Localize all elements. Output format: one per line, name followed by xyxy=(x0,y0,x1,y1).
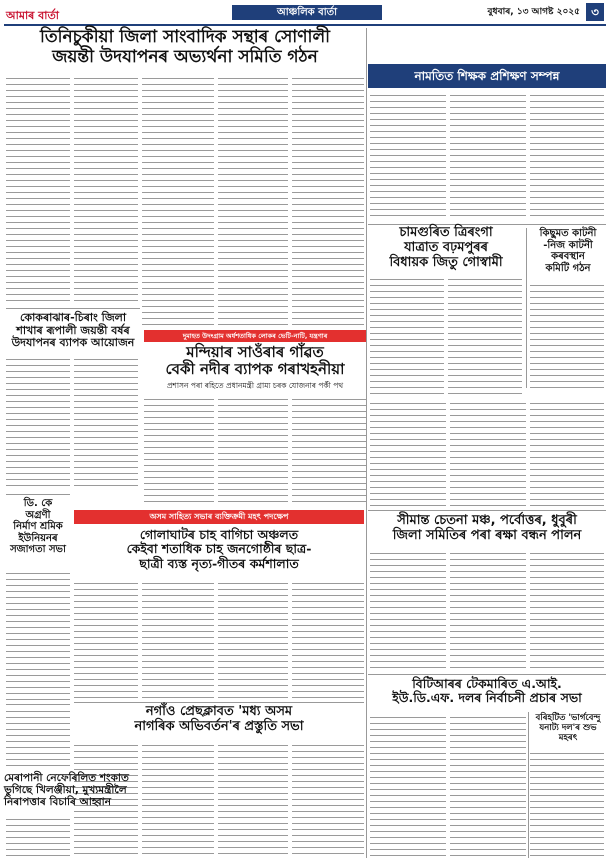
date-text: বুধবাৰ, ১৩ আগষ্ট ২০২৫ xyxy=(487,7,580,17)
a7-body-col1 xyxy=(370,550,446,672)
a9-headline-line2: কেইবা শতাধিক চাহ জনগোষ্ঠীৰ ছাত্ৰ- xyxy=(126,541,312,557)
a8-headline xyxy=(6,498,70,556)
a7-body-col2 xyxy=(450,550,526,672)
section-banner xyxy=(232,5,382,20)
a8-headline-line3: নিৰ্মাণ শ্ৰমিক xyxy=(13,521,63,532)
a8-body xyxy=(6,570,70,700)
a4-left-rule xyxy=(526,228,527,388)
page-number-box xyxy=(586,3,604,21)
a1-body-col1 xyxy=(6,75,70,303)
a5-kicker-box xyxy=(144,330,366,342)
a5-headline-line1: মন্দিয়াৰ সাওঁৰাৰ গাঁৱত xyxy=(186,343,324,361)
a2-headline-box xyxy=(368,64,606,88)
a11-headline-line3: নিৰাপত্তাৰ বিচাৰি আহ্বান xyxy=(4,796,111,809)
a5-body-col3 xyxy=(292,396,366,506)
a9-headline xyxy=(74,528,364,571)
a2-body-col2 xyxy=(450,92,526,220)
a10-headline-line2: নাগৰিক অভিবৰ্তন'ৰ প্ৰস্তুতি সভা xyxy=(134,718,304,734)
a6-body-col1 xyxy=(6,356,70,488)
a6-body-col2 xyxy=(74,356,138,488)
a7-top-rule xyxy=(368,510,606,511)
a10-top-rule xyxy=(74,702,364,703)
a4-body xyxy=(530,282,604,392)
a8-headline-line5: সজাগতা সভা xyxy=(10,544,66,555)
a9-body-col3 xyxy=(218,580,288,698)
masthead-logo xyxy=(6,4,86,21)
a7-headline-line2: জিলা সমিতিৰ পৰা ৰক্ষা বন্ধন পালন xyxy=(392,527,582,543)
a5-body-col2 xyxy=(218,396,288,506)
a9-body-col4 xyxy=(292,580,364,698)
a7-body-col3 xyxy=(530,550,604,672)
a5-body-col1 xyxy=(144,396,214,506)
a5-body-col4 xyxy=(370,400,446,506)
a4-headline-line1: কিছুমত কাটনী xyxy=(539,228,597,239)
a8-top-rule xyxy=(6,494,70,495)
a8-headline-line2: অগ্ৰণী xyxy=(25,509,51,521)
a6-headline-line1: কোকৰাঝাৰ-চিৰাং জিলা xyxy=(19,311,127,324)
a9-headline-line3: ছাত্ৰী ব্যস্ত নৃত্য-গীতৰ কৰ্মশালাত xyxy=(139,555,299,571)
date-line xyxy=(440,4,580,20)
a11-headline-line2: ভুগিছে খিলঞ্জীয়া, মুখ্যমন্ত্ৰীলৈ xyxy=(4,784,127,797)
a12-top-rule xyxy=(368,674,606,675)
a5-subhead xyxy=(144,382,366,391)
a5-body-col5 xyxy=(450,400,526,506)
a13-body xyxy=(530,750,604,858)
page-number: ৩ xyxy=(591,5,599,19)
a6-headline xyxy=(6,312,140,350)
a10-body-col3 xyxy=(218,742,288,858)
a3-headline-line3: বিধায়ক জিতু গোস্বামী xyxy=(389,254,503,270)
a11-body-bottom xyxy=(6,816,70,858)
section-label: আঞ্চলিক বাৰ্তা xyxy=(276,7,338,18)
a13-headline-line1: বৰিহটিত 'ভাৰ্গবেন্দু xyxy=(535,713,601,723)
a11-headline-line1: মেৰাপানী নেফেৰিলিত শংকাত xyxy=(4,772,129,784)
a5-headline-line2: বেকী নদীৰ ব্যাপক গৰাখহনীয়া xyxy=(165,360,345,379)
a1-body-col2 xyxy=(74,75,138,303)
a13-headline xyxy=(530,714,606,743)
a1-body-col4 xyxy=(218,75,288,325)
a1-headline-line1: তিনিচুকীয়া জিলা সাংবাদিক সন্থাৰ সোণালী xyxy=(40,27,330,47)
a5-kicker: দুমাহত উদংগ্ৰাম অৰ্ধশতাধিক লোকৰ ভেটি-নাটি, যন্ত্ৰণাৰ xyxy=(182,332,328,340)
a3-headline-line2: যাত্ৰাত বঢ়মপুৰৰ xyxy=(404,239,488,255)
a3-headline-line1: চামগুৰিত ত্ৰিৰংগা xyxy=(399,225,493,240)
a5-subhead-text: প্ৰশাসন পৰা ৰহিতে প্ৰধানমন্ত্ৰী গ্ৰাম্য চৰক যোজনাৰ পৰ্কী পথ xyxy=(166,381,344,390)
a1-body-col3 xyxy=(142,75,214,325)
a12-body-col1 xyxy=(370,714,446,858)
a9-headline-line1: গোলাঘাটৰ চাহ বাগিচা অঞ্চলত xyxy=(139,527,299,542)
a3-body-col2 xyxy=(448,276,522,396)
a13-left-rule xyxy=(528,712,529,858)
a6-headline-line3: উদযাপনৰ ব্যাপক আয়োজন xyxy=(11,336,135,350)
a7-headline xyxy=(368,514,606,544)
a1-headline xyxy=(6,28,364,67)
a11-body-top xyxy=(6,708,70,768)
logo-text: আমাৰ বাৰ্তা xyxy=(6,9,59,22)
a1-headline-line2: জয়ন্তী উদযাপনৰ অভ্যৰ্থনা সমিতি গঠন xyxy=(52,46,318,67)
masthead-rule xyxy=(4,24,606,26)
a13-headline-line2: যনাট্য দল'ৰ শুভ মহৰৎ xyxy=(539,722,597,743)
a6-top-rule xyxy=(6,308,140,309)
a10-headline xyxy=(74,705,364,735)
a4-headline-line2: -নিজ কাটনী xyxy=(543,239,593,251)
a8-headline-line4: ইউনিয়নৰ xyxy=(18,532,58,544)
a9-kicker-box xyxy=(74,510,364,524)
a7-headline-line1: সীমান্ত চেতনা মঞ্চ, পৰ্বোত্তৰ, ধুবুৰী xyxy=(397,513,577,528)
a1-body-col5 xyxy=(292,75,364,325)
a3-headline xyxy=(370,226,522,271)
a12-headline-line2: ইউ.ডি.এফ. দলৰ নিৰ্বাচনী প্ৰচাৰ সভা xyxy=(392,690,582,706)
a4-headline-line4: কমিটি গঠন xyxy=(545,262,591,274)
a11-headline xyxy=(4,772,144,808)
a9-body-col1 xyxy=(74,580,138,698)
a9-body-col2 xyxy=(142,580,214,698)
a2-body-col1 xyxy=(370,92,446,220)
a8-headline-line1: ডি. কে xyxy=(23,498,53,509)
a2-headline: নামতিত শিক্ষক প্ৰশিক্ষণ সম্পন্ন xyxy=(414,69,560,83)
a12-headline xyxy=(368,677,606,706)
a10-headline-line1: নগাঁও প্ৰেছক্লাবত 'মধ্য অসম xyxy=(145,704,293,719)
a5-headline xyxy=(144,344,366,379)
a4-headline-line3: কৰবস্থান xyxy=(551,251,585,262)
a12-headline-line1: বিটিআৰৰ টেকমাৰিত এ.আই. xyxy=(412,676,562,691)
a2-body-col3 xyxy=(530,92,604,220)
a9-kicker: অসম সাহিত্য সভাৰ ব্যক্তিক্ৰমী মহৎ পদক্ষেপ xyxy=(149,512,289,521)
a3-body-col1 xyxy=(370,276,444,396)
a10-body-col4 xyxy=(292,742,364,858)
col-rule-1 xyxy=(366,28,367,858)
a4-headline xyxy=(530,228,606,274)
a10-body-col2 xyxy=(142,742,214,858)
a11-top-rule xyxy=(6,704,70,705)
a5-body-col6 xyxy=(530,400,604,506)
a12-body-col2 xyxy=(450,714,526,858)
a6-headline-line2: শাখাৰ ৰূপালী জয়ন্তী বৰ্ষৰ xyxy=(16,323,130,337)
